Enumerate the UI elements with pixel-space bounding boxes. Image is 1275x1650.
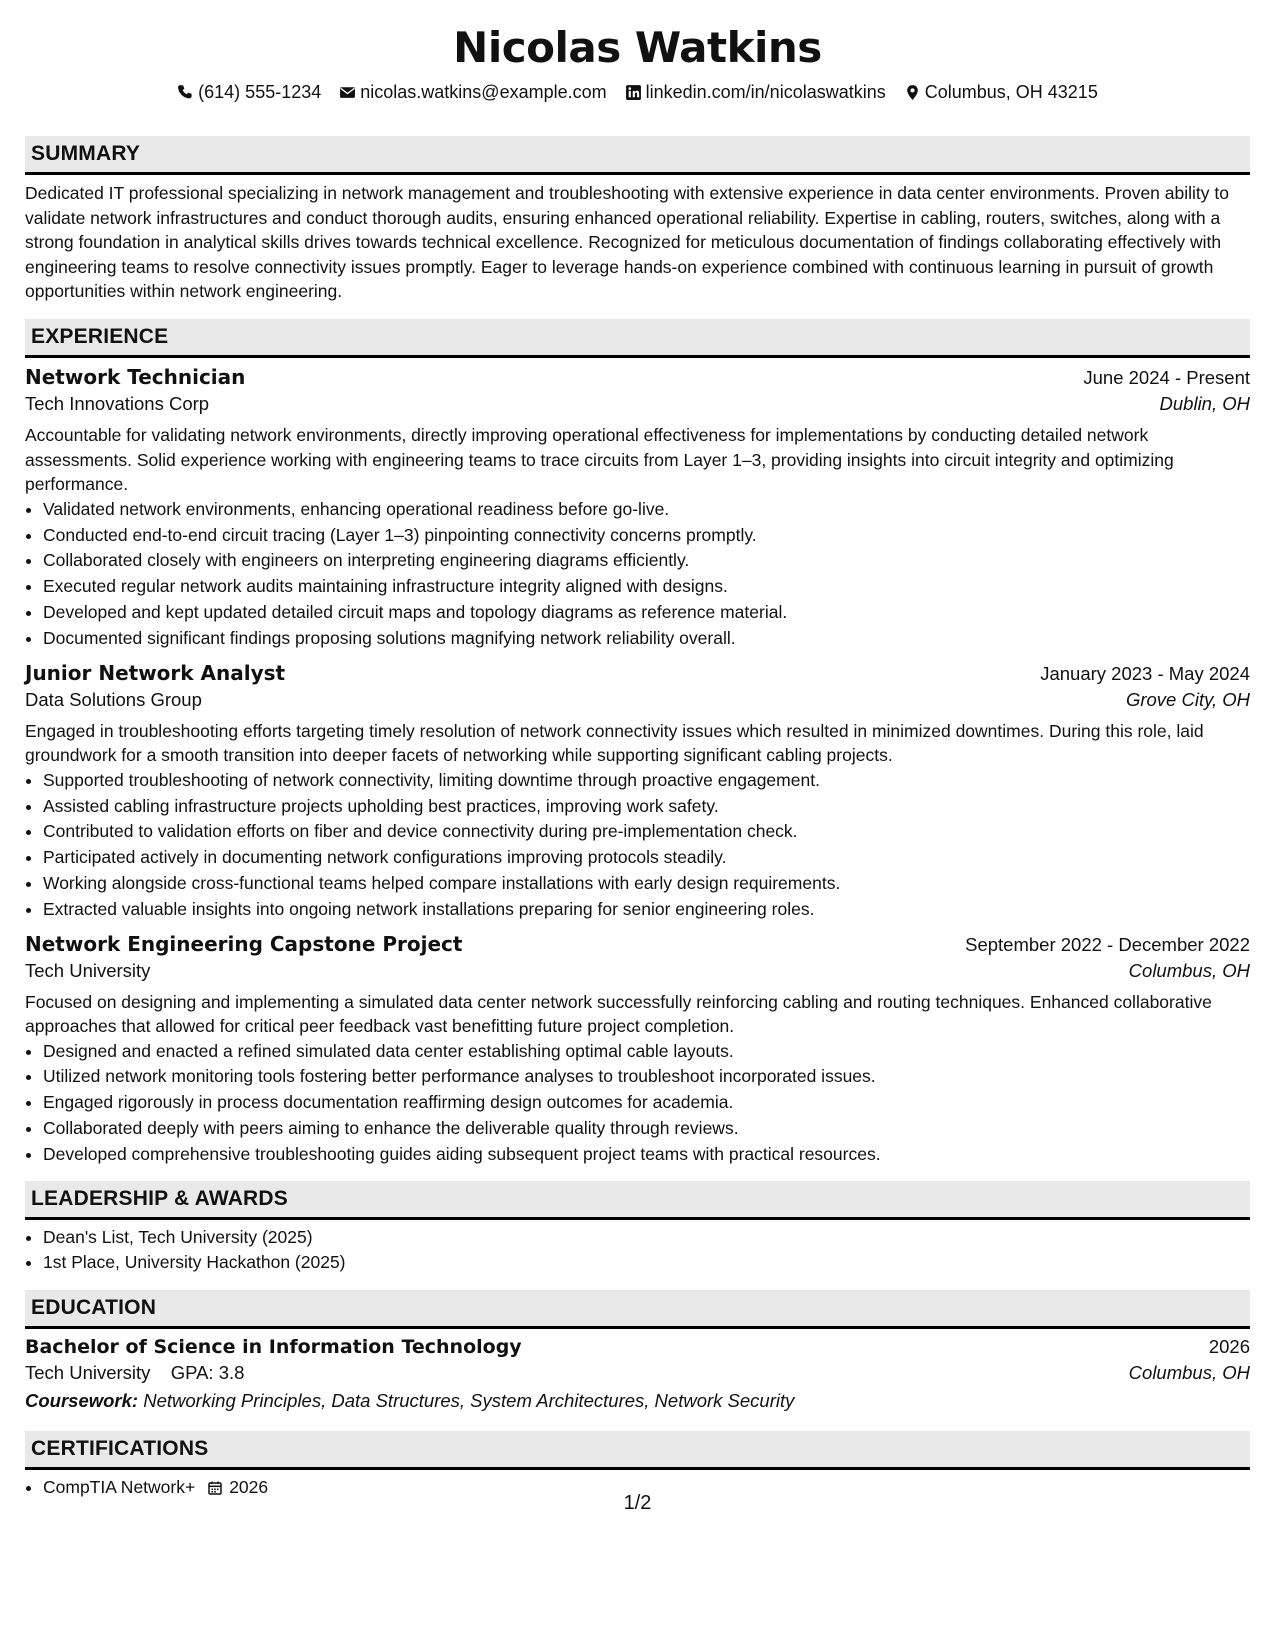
- education-header: [25, 1336, 1250, 1358]
- phone-icon: [177, 84, 194, 101]
- list-item: • Contributed to validation efforts on fiber and device connectivity during pre-implementation check.: [43, 819, 1250, 845]
- contact-phone: [177, 78, 321, 106]
- phone-text: (614) 555-1234: [198, 82, 322, 102]
- list-item: • Collaborated deeply with peers aiming to enhance the deliverable quality through reviews.: [43, 1116, 1250, 1142]
- list-item: • 1st Place, University Hackathon (2025): [43, 1250, 1250, 1276]
- linkedin-icon: [625, 84, 642, 101]
- list-item: • Working alongside cross-functional teams helped compare installations with early design requirements.: [43, 871, 1250, 897]
- school-info: [25, 1362, 244, 1384]
- summary-section-header: SUMMARY: [25, 136, 1250, 175]
- email-text[interactable]: nicolas.watkins@example.com: [360, 82, 607, 102]
- map-pin-icon: [904, 84, 921, 101]
- job-header: [25, 365, 1250, 389]
- list-item: • Engaged rigorously in process documentation reaffirming design outcomes for academia.: [43, 1090, 1250, 1116]
- coursework-label: Coursework:: [25, 1390, 139, 1412]
- job-company: Tech University: [25, 959, 151, 981]
- list-item: • Documented significant findings proposing solutions magnifying network reliability overall.: [43, 626, 1250, 652]
- job-dates: January 2023 - May 2024: [1040, 662, 1250, 684]
- education-subheader: [25, 1362, 1250, 1384]
- job-location: Grove City, OH: [1125, 688, 1250, 710]
- page-number: 1/2: [623, 1492, 652, 1514]
- experience-entry: [25, 932, 1250, 1168]
- summary-text: Dedicated IT professional specializing in network management and troubleshooting with extensive experience in data center environments. Proven ability to validate network infrastructures and conduct thorough audits, ensuring enhanced operational reliability. Expertise in cabling, routers, switches, along with a strong foundation in analytical skills drives towards technical excellence. Recognized for meticulous documentation of findings collaborating effectively with engineering teams to resolve connectivity issues promptly. Eager to leverage hands-on experience combined with continuous learning in pursuit of growth opportunities within network engineering.: [25, 183, 1229, 302]
- graduation-year: 2026: [1208, 1336, 1250, 1358]
- job-title: Network Engineering Capstone Project: [25, 931, 463, 956]
- job-location: Dublin, OH: [1159, 392, 1250, 414]
- job-title: Junior Network Analyst: [25, 660, 286, 685]
- list-item: • Supported troubleshooting of network connectivity, limiting downtime through proactive engagement.: [43, 768, 1250, 794]
- list-item: • Executed regular network audits maintaining infrastructure integrity aligned with designs.: [43, 574, 1250, 600]
- contact-location: [904, 78, 1098, 106]
- education-entry: [25, 1336, 1250, 1412]
- location-text: Columbus, OH 43215: [924, 82, 1098, 102]
- job-company: Tech Innovations Corp: [25, 392, 210, 414]
- certification-year: 2026: [229, 1477, 269, 1498]
- list-item: • Dean's List, Tech University (2025): [43, 1225, 1250, 1251]
- experience-entry: [25, 661, 1250, 923]
- list-item: • Designed and enacted a refined simulated data center establishing optimal cable layouts.: [43, 1039, 1250, 1065]
- list-item: • Participated actively in documenting network configurations improving protocols steadily.: [43, 845, 1250, 871]
- job-subheader: [25, 960, 1250, 982]
- contact-email[interactable]: [339, 78, 606, 106]
- certifications-section-header: CERTIFICATIONS: [25, 1431, 1250, 1470]
- linkedin-text[interactable]: linkedin.com/in/nicolaswatkins: [645, 82, 886, 102]
- job-title: Network Technician: [25, 364, 246, 389]
- leadership-list: [25, 1225, 1250, 1277]
- job-header: [25, 661, 1250, 685]
- job-dates: September 2022 - December 2022: [965, 933, 1250, 955]
- list-item: • Developed and kept updated detailed circuit maps and topology diagrams as reference material.: [43, 600, 1250, 626]
- school-location: Columbus, OH: [1128, 1362, 1250, 1384]
- job-header: [25, 932, 1250, 956]
- contact-linkedin[interactable]: [625, 78, 886, 106]
- contact-bar: [25, 78, 1250, 106]
- list-item: • Assisted cabling infrastructure projects upholding best practices, improving work safety.: [43, 794, 1250, 820]
- coursework: [25, 1390, 1250, 1412]
- job-description: Engaged in troubleshooting efforts targeting timely resolution of network connectivity issues which resulted in minimized downtimes. During this role, laid groundwork for a smooth transition into deeper facets of networking while supporting significant cabling projects.: [25, 720, 1204, 766]
- job-location: Columbus, OH: [1128, 959, 1250, 981]
- certification-name: • CompTIA Network+: [43, 1477, 196, 1498]
- envelope-icon: [339, 84, 356, 101]
- job-company: Data Solutions Group: [25, 688, 202, 710]
- job-subheader: [25, 689, 1250, 711]
- job-dates: June 2024 - Present: [1083, 366, 1250, 388]
- job-bullets: [25, 497, 1250, 652]
- list-item: • Conducted end-to-end circuit tracing (Layer 1–3) pinpointing connectivity concerns promptly.: [43, 523, 1250, 549]
- job-subheader: [25, 393, 1250, 415]
- list-item: • Validated network environments, enhancing operational readiness before go-live.: [43, 497, 1250, 523]
- gpa: GPA: 3.8: [170, 1362, 245, 1384]
- education-section-header: EDUCATION: [25, 1290, 1250, 1329]
- candidate-name: Nicolas Watkins: [453, 23, 822, 72]
- job-bullets: [25, 1039, 1250, 1168]
- experience-section-header: EXPERIENCE: [25, 319, 1250, 358]
- list-item: • Extracted valuable insights into ongoing network installations preparing for senior engineering roles.: [43, 897, 1250, 923]
- school-name: Tech University: [25, 1362, 151, 1384]
- resume-page: [25, 0, 1250, 1501]
- job-bullets: [25, 768, 1250, 923]
- job-description: Accountable for validating network environments, directly improving operational effectiveness for implementations by conducting detailed network assessments. Solid experience working with engineering teams to trace circuits from Layer 1–3, providing insights into circuit integrity and optimizing performance.: [25, 424, 1174, 495]
- experience-entry: [25, 365, 1250, 652]
- list-item: • Collaborated closely with engineers on interpreting engineering diagrams efficiently.: [43, 548, 1250, 574]
- degree-title: Bachelor of Science in Information Technology: [25, 1336, 522, 1359]
- list-item: • Utilized network monitoring tools fostering better performance analyses to troubleshoot incorporated issues.: [43, 1064, 1250, 1090]
- list-item: • Developed comprehensive troubleshooting guides aiding subsequent project teams with practical resources.: [43, 1142, 1250, 1168]
- coursework-list: Networking Principles, Data Structures, System Architectures, Network Security: [143, 1390, 795, 1412]
- job-description: Focused on designing and implementing a simulated data center network successfully reinforcing cabling and routing techniques. Enhanced collaborative approaches that allowed for critical peer feedback vast benefitting future project completion.: [25, 991, 1212, 1037]
- leadership-section-header: LEADERSHIP & AWARDS: [25, 1181, 1250, 1220]
